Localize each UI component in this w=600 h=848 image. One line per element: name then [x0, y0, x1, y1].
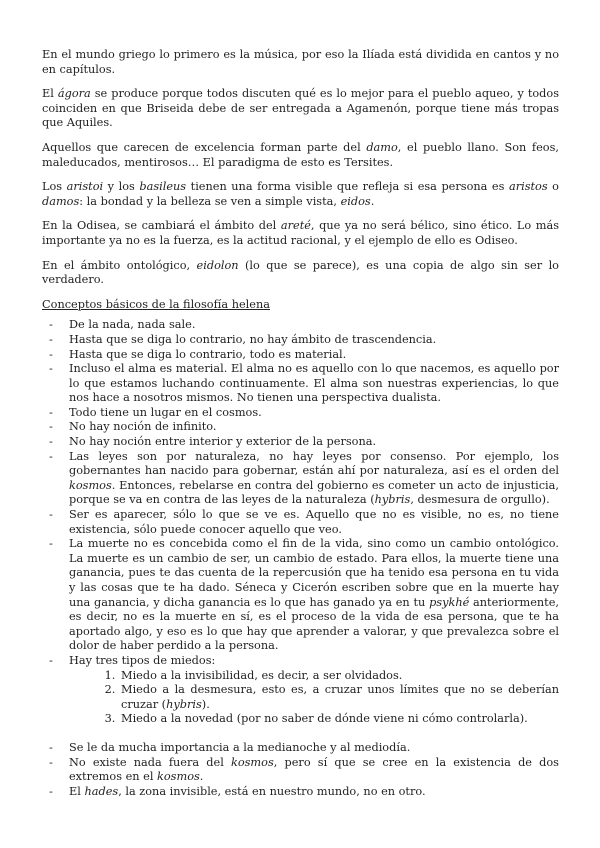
- paragraph-eidolon: En el ámbito ontológico, eidolon (lo que se parece), es una copia de algo sin ser lo verdadero.: [42, 258, 559, 287]
- list-item: - Las leyes son por naturaleza, no hay leyes por consenso. Por ejemplo, los gobernantes han nacido para gobernar, están ahí por naturaleza, así es el orden del kosmos. Entonces, rebelarse en contra del gobierno es cometer un acto de injusticia, porque se va en contra de las leyes de la naturaleza (hybris, desmesura de orgullo).: [42, 450, 559, 508]
- list-item: - Hasta que se diga lo contrario, todo es material.: [42, 348, 559, 363]
- paragraph-music: En el mundo griego lo primero es la música, por eso la Ilíada está dividida en cantos y no en capítulos.: [42, 48, 559, 76]
- concepts-list: [42, 318, 559, 799]
- document-page: [42, 48, 559, 799]
- list-item: - Todo tiene un lugar en el cosmos.: [42, 406, 559, 421]
- list-item: - La muerte no es concebida como el fin de la vida, sino como un cambio ontológico. La muerte es un cambio de ser, un cambio de estado. Para ellos, la muerte tiene una ganancia, pues te das cuenta de la repercusión que ha tenido esa persona en tu vida y las cosas que te ha dado. Séneca y Cicerón escriben sobre que en la muerte hay una ganancia, y dicha ganancia es lo que has ganado ya en tu psykhé anteriormente, es decir, no es la muerte en sí, es el proceso de la vida de esa persona, que te ha aportado algo, y eso es lo que hay que aprender a valorar, y que prevalezca sobre el dolor de haber perdido a la persona.: [42, 537, 559, 654]
- fear-item: 2. Miedo a la desmesura, esto es, a cruzar unos límites que no se deberían cruzar (hybris).: [119, 683, 559, 712]
- paragraph-agora: El ágora se produce porque todos discuten qué es lo mejor para el pueblo aqueo, y todos coinciden en que Briseida debe de ser entregada a Agamenón, porque tiene más tropas que Aquiles.: [42, 87, 559, 130]
- list-item: - El hades, la zona invisible, está en nuestro mundo, no en otro.: [42, 785, 559, 800]
- fear-item: 1. Miedo a la invisibilidad, es decir, a ser olvidados.: [119, 669, 559, 684]
- list-item: - Hasta que se diga lo contrario, no hay ámbito de trascendencia.: [42, 333, 559, 348]
- list-item: - De la nada, nada sale.: [42, 318, 559, 333]
- list-item: - Se le da mucha importancia a la medianoche y al mediodía.: [42, 741, 559, 756]
- fear-item: 3. Miedo a la novedad (por no saber de dónde viene ni cómo controlarla).: [119, 712, 559, 727]
- fears-list: [69, 669, 559, 727]
- list-item: - No hay noción de infinito.: [42, 420, 559, 435]
- section-heading: Conceptos básicos de la filosofía helena: [42, 297, 270, 311]
- list-item: - Hay tres tipos de miedos: 1. Miedo a la invisibilidad, es decir, a ser olvidados. 2. Miedo a la desmesura, esto es, a cruzar unos límites que no se deberían cruzar (hybris). 3. Miedo a la novedad (por no saber de dónde viene ni cómo controlarla).: [42, 654, 559, 741]
- paragraph-damo: Aquellos que carecen de excelencia forman parte del damo, el pueblo llano. Son feos, maleducados, mentirosos… El paradigma de esto es Tersites.: [42, 140, 559, 169]
- paragraph-odisea: En la Odisea, se cambiará el ámbito del areté, que ya no será bélico, sino ético. Lo más importante ya no es la fuerza, es la actitud racional, y el ejemplo de ello es Odiseo.: [42, 219, 560, 247]
- list-item: - Ser es aparecer, sólo lo que se ve es. Aquello que no es visible, no es, no tiene existencia, sólo puede conocer aquello que veo.: [42, 508, 559, 537]
- list-item: - No hay noción entre interior y exterior de la persona.: [42, 435, 559, 450]
- list-item: - No existe nada fuera del kosmos, pero sí que se cree en la existencia de dos extremos en el kosmos.: [42, 756, 559, 785]
- paragraph-aristoi: Los aristoi y los basileus tienen una forma visible que refleja si esa persona es aristos o damos: la bondad y la belleza se ven a simple vista, eidos.: [42, 180, 559, 208]
- list-item: - Incluso el alma es material. El alma no es aquello con lo que nacemos, es aquello por lo que estamos luchando continuamente. El alma son nuestras experiencias, lo que nos hace a nosotros mismos. No tienen una perspectiva dualista.: [42, 362, 559, 406]
